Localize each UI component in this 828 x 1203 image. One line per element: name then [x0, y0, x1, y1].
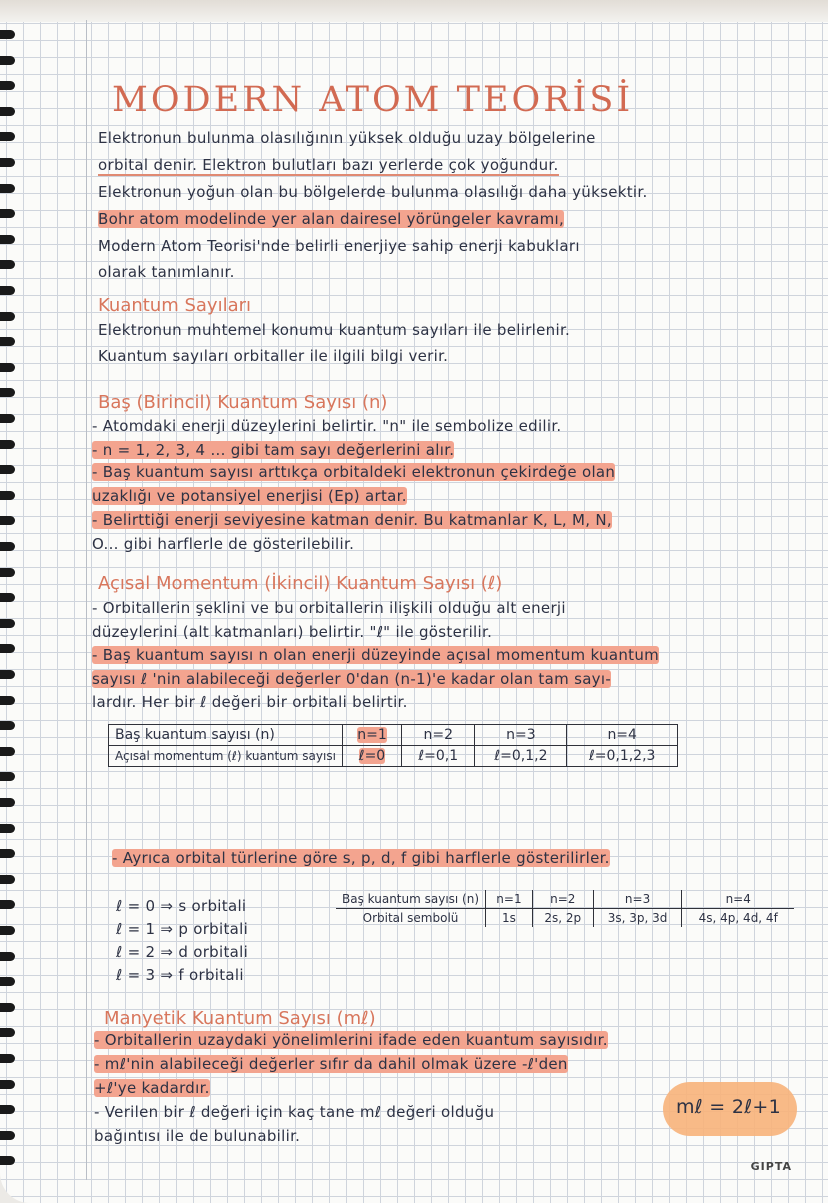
binding-ring	[0, 30, 15, 39]
section-heading-bas: Baş (Birincil) Kuantum Sayısı (n)	[98, 392, 388, 413]
binding-ring	[0, 670, 15, 679]
bas-line-4	[92, 486, 407, 506]
binding-ring	[0, 1080, 15, 1089]
kuantum-line-1: Elektronun muhtemel konumu kuantum sayıları ile belirlenir.	[98, 321, 571, 339]
section-heading-acisal: Açısal Momentum (İkincil) Kuantum Sayısı (ℓ)	[98, 573, 503, 594]
table-cell: n=4	[682, 890, 794, 909]
quantum-table-2	[336, 890, 794, 927]
table-cell: n=2	[402, 725, 475, 746]
intro-line-3: Elektronun yoğun olan bu bölgelerde bulunma olasılığı daha yüksektir.	[98, 183, 648, 201]
intro-line-5: Modern Atom Teorisi'nde belirli enerjiye sahip enerji kabukları	[98, 237, 580, 255]
binding-ring	[0, 184, 15, 193]
orbital-list-item: ℓ = 2 ⇒ d orbitali	[116, 943, 249, 961]
highlight-plus-l: +ℓ'ye kadardır.	[94, 1079, 210, 1097]
acisal-line-3	[92, 645, 659, 665]
binding-ring	[0, 542, 15, 551]
table-cell: 3s, 3p, 3d	[593, 909, 682, 928]
binding-ring	[0, 926, 15, 935]
intro-line-1: Elektronun bulunma olasılığının yüksek olduğu uzay bölgelerine	[98, 129, 596, 147]
binding-ring	[0, 56, 15, 65]
highlight-arttikca: - Baş kuantum sayısı arttıkça orbitaldeki elektronun çekirdeğe olan	[92, 463, 616, 481]
binding-ring	[0, 158, 15, 167]
table-cell: Açısal momentum (ℓ) kuantum sayısı	[109, 746, 343, 767]
manyetik-line-3	[94, 1078, 210, 1098]
manyetik-line-2	[94, 1054, 568, 1074]
table-cell: Orbital sembolü	[336, 909, 486, 928]
table-cell	[342, 725, 401, 746]
bas-line-1: - Atomdaki enerji düzeylerini belirtir. "n" ile sembolize edilir.	[92, 417, 562, 435]
table-cell: n=1	[486, 890, 533, 909]
binding-ring	[0, 900, 15, 909]
manyetik-line-5: bağıntısı ile de bulunabilir.	[94, 1127, 301, 1145]
table-cell: ℓ=0,1,2	[475, 746, 567, 767]
binding-ring	[0, 977, 15, 986]
highlight-n-values: - n = 1, 2, 3, 4 ... gibi tam sayı değerlerini alır.	[92, 441, 455, 459]
binding-ring	[0, 1003, 15, 1012]
table-cell: 2s, 2p	[532, 909, 593, 928]
quantum-table-1	[108, 724, 678, 767]
acisal-line-1: - Orbitallerin şeklini ve bu orbitallerin ilişkili olduğu alt enerji	[92, 599, 566, 617]
intro-line-4	[98, 209, 564, 229]
table-cell: n=3	[593, 890, 682, 909]
kuantum-line-2: Kuantum sayıları orbitaller ile ilgili bilgi verir.	[98, 347, 449, 365]
binding-ring	[0, 1105, 15, 1114]
intro-line-6: olarak tanımlanır.	[98, 263, 235, 281]
binding-ring	[0, 696, 15, 705]
binding-ring	[0, 260, 15, 269]
brand-logo: GIPTA	[750, 1160, 792, 1173]
bas-line-2	[92, 440, 454, 460]
highlight-dairesel: Bohr atom modelinde yer alan dairesel yörüngeler kavramı,	[98, 210, 565, 228]
ayrica-line	[112, 848, 610, 868]
bas-line-6: O... gibi harflerle de gösterilebilir.	[92, 535, 355, 553]
acisal-line-5: lardır. Her bir ℓ değeri bir orbitali belirtir.	[92, 693, 408, 711]
table-cell: n=3	[475, 725, 567, 746]
binding-ring	[0, 491, 15, 500]
binding-ring	[0, 849, 15, 858]
table-cell: n=4	[567, 725, 678, 746]
margin-line	[86, 20, 87, 1180]
binding-ring	[0, 337, 15, 346]
binding-ring	[0, 952, 15, 961]
highlight-potansiyel: uzaklığı ve potansiyel enerjisi (Ep) artar.	[92, 487, 407, 505]
binding-ring	[0, 593, 15, 602]
binding-ring	[0, 388, 15, 397]
binding-ring	[0, 1156, 15, 1165]
manyetik-line-4: - Verilen bir ℓ değeri için kaç tane mℓ değeri olduğu	[94, 1103, 495, 1121]
binding-ring	[0, 465, 15, 474]
binding-ring	[0, 107, 15, 116]
table-row	[336, 909, 794, 928]
manyetik-line-1	[94, 1030, 608, 1050]
binding-ring	[0, 568, 15, 577]
binding-ring	[0, 440, 15, 449]
binding-ring	[0, 772, 15, 781]
binding-ring	[0, 747, 15, 756]
table-cell: 4s, 4p, 4d, 4f	[682, 909, 794, 928]
table-cell: n=2	[532, 890, 593, 909]
table-cell: ℓ=0,1,2,3	[567, 746, 678, 767]
binding-ring	[0, 875, 15, 884]
binding-ring	[0, 1131, 15, 1140]
table-row	[109, 746, 678, 767]
binding-ring	[0, 312, 15, 321]
highlight-katmanlar: - Belirttiği enerji seviyesine katman denir. Bu katmanlar K, L, M, N,	[92, 511, 612, 529]
highlight-n1: n=1	[357, 727, 387, 743]
binding-ring	[0, 363, 15, 372]
binding-ring	[0, 132, 15, 141]
table-cell: ℓ=0,1	[402, 746, 475, 767]
acisal-line-2: düzeylerini (alt katmanları) belirtir. "ℓ" ile gösterilir.	[92, 623, 493, 641]
intro-line-2	[98, 155, 559, 175]
binding-ring	[0, 721, 15, 730]
table-cell: Baş kuantum sayısı (n)	[109, 725, 343, 746]
section-heading-manyetik: Manyetik Kuantum Sayısı (mℓ)	[104, 1008, 376, 1029]
binding-ring	[0, 516, 15, 525]
orbital-list-item: ℓ = 0 ⇒ s orbitali	[116, 897, 247, 915]
binding-ring	[0, 235, 15, 244]
highlight-bas-n: - Baş kuantum sayısı n olan enerji düzeyinde açısal momentum kuantum	[92, 646, 660, 664]
table-row	[109, 725, 678, 746]
binding-ring	[0, 619, 15, 628]
bas-line-5	[92, 510, 612, 530]
orbital-list-item: ℓ = 1 ⇒ p orbitali	[116, 920, 249, 938]
highlight-spdf: - Ayrıca orbital türlerine göre s, p, d, f gibi harflerle gösterilirler.	[112, 849, 610, 867]
highlight-sifir: - mℓ'nin alabileceği değerler sıfır da dahil olmak üzere -ℓ'den	[94, 1055, 568, 1073]
table-row	[336, 890, 794, 909]
binding-ring	[0, 644, 15, 653]
highlight-l0: ℓ=0	[358, 748, 386, 764]
binding-ring	[0, 798, 15, 807]
highlight-uzaydaki: - Orbitallerin uzaydaki yönelimlerini ifade eden kuantum sayısıdır.	[94, 1031, 608, 1049]
formula: mℓ = 2ℓ+1	[676, 1096, 782, 1118]
acisal-line-4	[92, 669, 611, 689]
highlight-degerler: sayısı ℓ 'nin alabileceği değerler 0'dan (n-1)'e kadar olan tam sayı-	[92, 670, 612, 688]
binding-ring	[0, 81, 15, 90]
table-cell	[342, 746, 401, 767]
table-cell: Baş kuantum sayısı (n)	[336, 890, 486, 909]
binding-ring	[0, 286, 15, 295]
binding-ring	[0, 209, 15, 218]
spiral-binding	[0, 30, 16, 1190]
page-top-edge	[0, 0, 828, 22]
page-title: MODERN ATOM TEORİSİ	[112, 80, 634, 120]
binding-ring	[0, 414, 15, 423]
bas-line-3	[92, 462, 615, 482]
orbital-term: orbital denir. Elektron bulutları bazı yerlerde çok yoğundur.	[98, 156, 559, 174]
table-cell: 1s	[486, 909, 533, 928]
binding-ring	[0, 1028, 15, 1037]
section-heading-kuantum: Kuantum Sayıları	[98, 295, 252, 316]
binding-ring	[0, 1054, 15, 1063]
binding-ring	[0, 824, 15, 833]
orbital-list-item: ℓ = 3 ⇒ f orbitali	[116, 966, 244, 984]
